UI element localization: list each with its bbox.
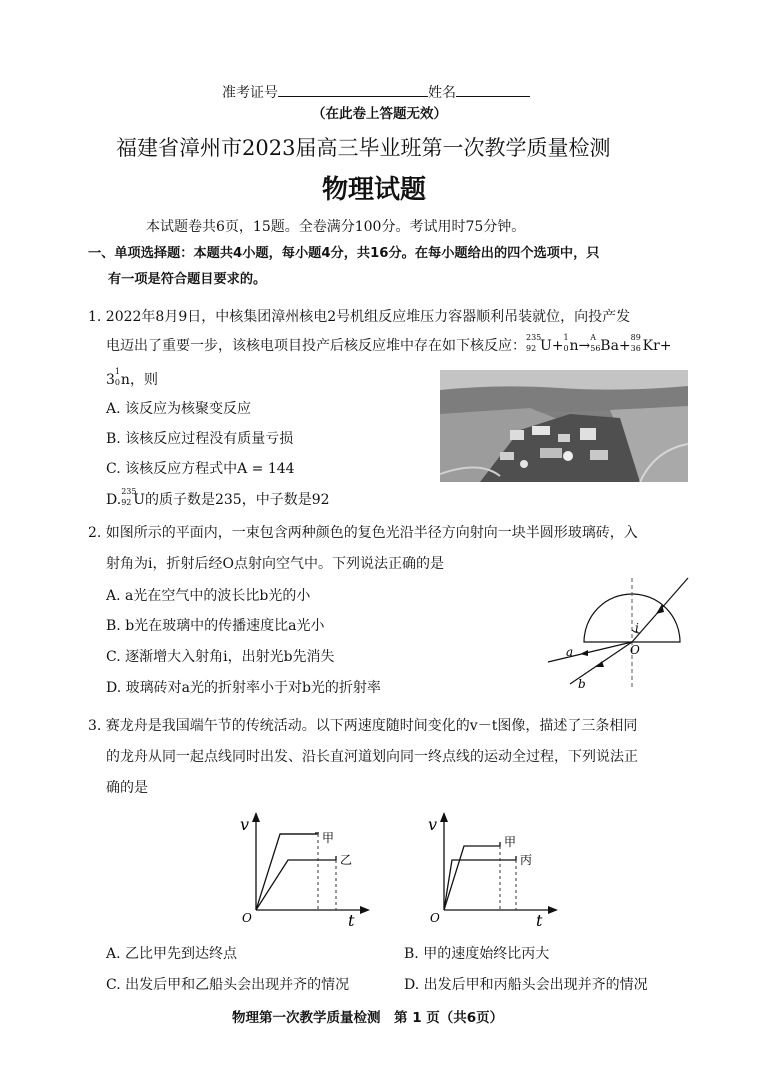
name-label: 姓名 <box>428 85 456 101</box>
q1-line1: 1. 2022年8月9日，中核集团漳州核电2号机组反应堆压力容器顺利吊装就位，向投产发 <box>88 309 631 325</box>
q3-line2: 的龙舟从同一起点线同时出发、沿长直河道划向同一终点线的运动全过程，下列说法正 <box>106 749 638 765</box>
q2-option-b[interactable]: B. b光在玻璃中的传播速度比a光小 <box>106 618 325 634</box>
graph2-curve1-label: 甲 <box>504 835 517 849</box>
page-footer: 物理第一次教学质量检测 第 1 页（共6页） <box>232 1010 504 1026</box>
q2-option-a[interactable]: A. a光在空气中的波长比b光的小 <box>106 588 311 604</box>
x-axis-arrow-icon <box>360 906 370 914</box>
q1-line2-text: 电迈出了重要一步，该核电项目投产后核反应堆中存在如下核反应： <box>106 338 526 354</box>
label-b: b <box>578 677 586 690</box>
ray-a <box>548 642 632 662</box>
q3-line1: 3. 赛龙舟是我国端午节的传统活动。以下两速度随时间变化的v－t图像，描述了三条相同 <box>88 718 638 734</box>
exam-id-row <box>222 82 530 103</box>
q1-option-a[interactable]: A. 该反应为核聚变反应 <box>106 401 252 417</box>
curve-bing <box>444 856 516 910</box>
graph2-xlabel: t <box>536 911 543 928</box>
q2-line1: 2. 如图所示的平面内，一束包含两种颜色的复色光沿半径方向射向一块半圆形玻璃砖，入 <box>88 525 638 541</box>
graph1-ylabel: v <box>240 815 250 834</box>
label-a: a <box>566 645 574 659</box>
label-o: O <box>630 643 640 657</box>
exam-id-blank[interactable] <box>278 82 428 97</box>
y-axis-arrow-icon <box>252 812 260 822</box>
curve-jia <box>256 832 316 910</box>
u235-nuclide: 235 92 <box>526 333 542 353</box>
intro-text: 本试题卷共6页，15题。全卷满分100分。考试用时75分钟。 <box>146 219 526 235</box>
ray-a-arrow-icon <box>580 650 588 656</box>
graph1-xlabel: t <box>348 911 355 928</box>
q1-option-d[interactable]: D. 235 92 U的质子数是235，中子数是92 <box>106 487 330 508</box>
q2-option-c[interactable]: C. 逐渐增大入射角i，出射光b先消失 <box>106 649 335 665</box>
section-heading-line1: 一、单项选择题：本题共4小题，每小题4分，共16分。在每小题给出的四个选项中，只 <box>88 246 600 261</box>
q1-option-b[interactable]: B. 该核反应过程没有质量亏损 <box>106 431 294 447</box>
nuclear-plant-photo <box>440 370 688 482</box>
q1-line3: 3 1 0 n，则 <box>106 367 158 388</box>
q2-option-d[interactable]: D. 玻璃砖对a光的折射率小于对b光的折射率 <box>106 680 381 696</box>
y-axis-arrow-icon <box>440 812 448 822</box>
graph1-curve1-label: 甲 <box>322 831 335 845</box>
graph2-ylabel: v <box>428 815 438 834</box>
exam-title: 福建省漳州市2023届高三毕业班第一次教学质量检测 <box>116 136 611 160</box>
vt-graph-1 <box>236 810 376 928</box>
graph1-curve2-label: 乙 <box>340 853 353 867</box>
graph2-curve2-label: 丙 <box>520 853 533 867</box>
curve-jia-tail <box>280 832 318 834</box>
subject-title: 物理试题 <box>322 175 427 205</box>
curve-jia <box>444 842 500 910</box>
q3-option-c[interactable]: C. 出发后甲和乙船头会出现并齐的情况 <box>106 977 350 993</box>
q1-line3-suffix: n，则 <box>120 372 158 388</box>
q3-option-a[interactable]: A. 乙比甲先到达终点 <box>106 946 238 962</box>
q1-option-c[interactable]: C. 该核反应方程式中A = 144 <box>106 461 295 477</box>
x-axis-arrow-icon <box>548 906 558 914</box>
glass-brick-figure <box>540 570 700 690</box>
invalid-note: （在此卷上答题无效） <box>312 106 447 122</box>
q1-option-d-prefix: D. <box>106 492 122 508</box>
exam-id-label: 准考证号 <box>222 85 278 101</box>
graph1-origin: O <box>242 911 252 925</box>
graph2-origin: O <box>430 911 440 925</box>
q3-option-d[interactable]: D. 出发后甲和丙船头会出现并齐的情况 <box>404 977 648 993</box>
q1-line2: 电迈出了重要一步，该核电项目投产后核反应堆中存在如下核反应： 235 92 U+ 1 0 n→ A 56 Ba+ 89 36 Kr+ <box>106 333 672 354</box>
curve-yi <box>256 856 336 910</box>
section-heading-line2: 有一项是符合题目要求的。 <box>108 272 267 287</box>
q2-line2: 射角为i，折射后经O点射向空气中。下列说法正确的是 <box>106 556 444 572</box>
name-blank[interactable] <box>456 82 530 97</box>
q3-option-b[interactable]: B. 甲的速度始终比丙大 <box>404 946 550 962</box>
label-i: i <box>635 621 639 635</box>
q3-line3: 确的是 <box>106 780 148 796</box>
q1-option-d-suffix: U的质子数是235，中子数是92 <box>133 492 330 508</box>
vt-graph-2 <box>424 810 564 928</box>
